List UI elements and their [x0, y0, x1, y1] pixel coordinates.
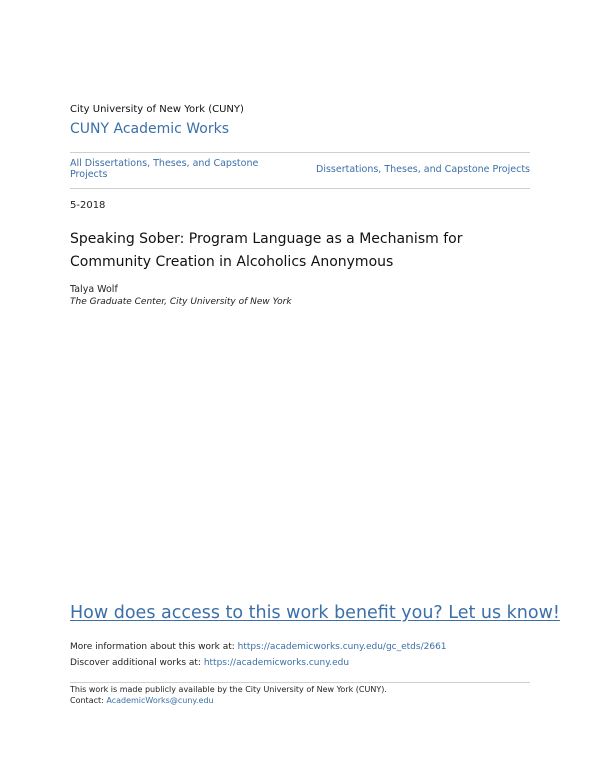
- contact-line: [70, 696, 214, 705]
- collection-link[interactable]: Dissertations, Theses, and Capstone Projects: [316, 164, 530, 175]
- institution-name: City University of New York (CUNY): [70, 104, 244, 115]
- divider-footer: [70, 682, 530, 683]
- more-info-url[interactable]: https://academicworks.cuny.edu/gc_etds/2661: [237, 642, 447, 652]
- more-info-label: More information about this work at:: [70, 642, 238, 652]
- document-title: Speaking Sober: Program Language as a Mechanism for Community Creation in Alcoholics Anonymous: [70, 231, 463, 270]
- divider-top: [70, 152, 530, 153]
- availability-notice: This work is made publicly available by the City University of New York (CUNY).: [70, 685, 387, 694]
- author-affiliation: The Graduate Center, City University of New York: [70, 297, 292, 307]
- contact-label: Contact:: [70, 696, 107, 705]
- contact-email-link[interactable]: AcademicWorks@cuny.edu: [106, 696, 214, 705]
- publication-date: 5-2018: [70, 200, 106, 211]
- discover-url[interactable]: https://academicworks.cuny.edu: [203, 658, 350, 668]
- discover-line: [70, 658, 349, 668]
- collection-link-all[interactable]: All Dissertations, Theses, and Capstone Projects: [70, 158, 259, 180]
- more-info-line: [70, 642, 447, 652]
- discover-label: Discover additional works at:: [70, 658, 204, 668]
- author-name: Talya Wolf: [70, 284, 118, 295]
- divider-nav: [70, 188, 530, 189]
- site-name-link[interactable]: CUNY Academic Works: [70, 121, 230, 137]
- feedback-link[interactable]: How does access to this work benefit you? Let us know!: [70, 603, 560, 623]
